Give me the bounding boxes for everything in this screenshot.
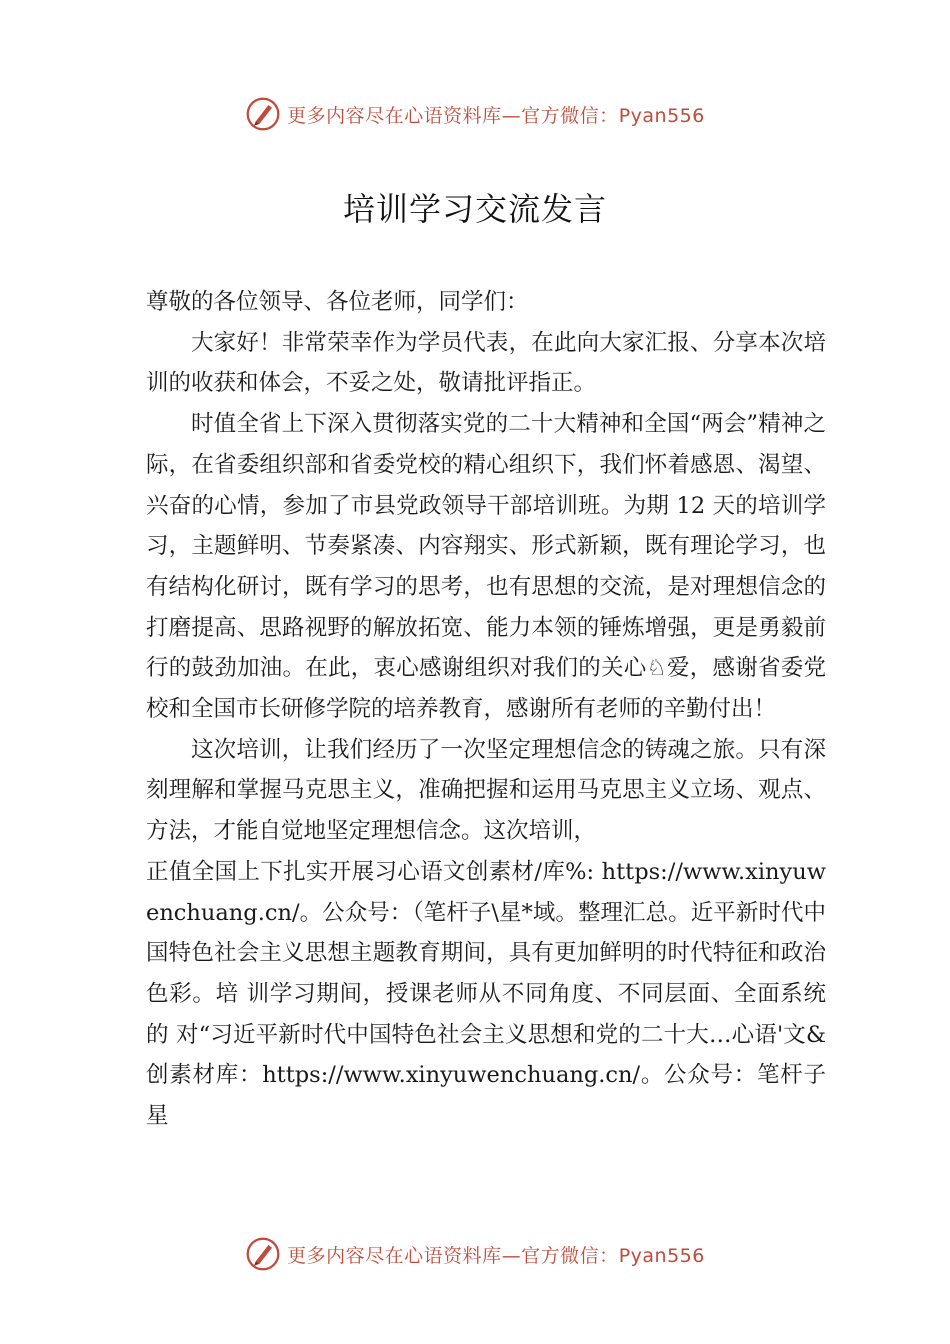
watermark-text: 更多内容尽在心语资料库—官方微信：Pyan556 xyxy=(287,104,705,127)
paragraph: 时值全省上下深入贯彻落实党的二十大精神和全国“两会”精神之际，在省委组织部和省委党校的精心组织下，我们怀着感恩、渴望、兴奋的心情，参加了市县党政领导干部培训班。为期 12 天的培训学习，主题鲜明、节奏紧凑、内容翔实、形式新颖，既有理论学习，也有结构化研讨，既有学习的思考，也有思想的交流，是对理想信念的打磨提高、思路视野的解放拓宽、能力本领的锤炼增强，更是勇毅前行的鼓劲加油。在此，衷心感谢组织对我们的关心♘爱，感谢省委党校和全国市长研修学院的培养教育，感谢所有老师的辛勤付出！ xyxy=(146,411,826,723)
footer-watermark-banner xyxy=(0,1234,950,1274)
salutation: 尊敬的各位领导、各位老师，同学们： xyxy=(146,289,529,315)
document-title: 培训学习交流发言 xyxy=(342,190,607,228)
paragraph: 这次培训，让我们经历了一次坚定理想信念的铸魂之旅。只有深刻理解和掌握马克思主义，准确把握和运用马克思主义立场、观点、方法，才能自觉地坚定理想信念。这次培训， xyxy=(146,736,826,845)
pen-logo-icon xyxy=(245,96,281,132)
paragraph: 大家好！非常荣幸作为学员代表，在此向大家汇报、分享本次培训的收获和体会，不妥之处，敬请批评指正。 xyxy=(146,329,826,397)
paragraph: 正值全国上下扎实开展习心语文创素材/库%: https://www.xinyuwenchuang.cn/。公众号：（笔杆子\星*域。整理汇总。近平新时代中国特色社会主义思想主题教育期间，具有更加鲜明的时代特征和政治色彩。培 训学习期间，授课老师从不同角度、不同层面、全面系统的 对“习近平新时代中国特色社会主义思想和党的二十大…心语'文&创素材库：https://www.xinyuwenchuang.cn/。公众号：笔杆子星 xyxy=(146,858,826,1130)
document-body xyxy=(146,282,826,1137)
watermark-text: 更多内容尽在心语资料库—官方微信：Pyan556 xyxy=(287,1244,705,1267)
pen-logo-icon xyxy=(245,1236,281,1272)
header-watermark-banner xyxy=(0,94,950,134)
